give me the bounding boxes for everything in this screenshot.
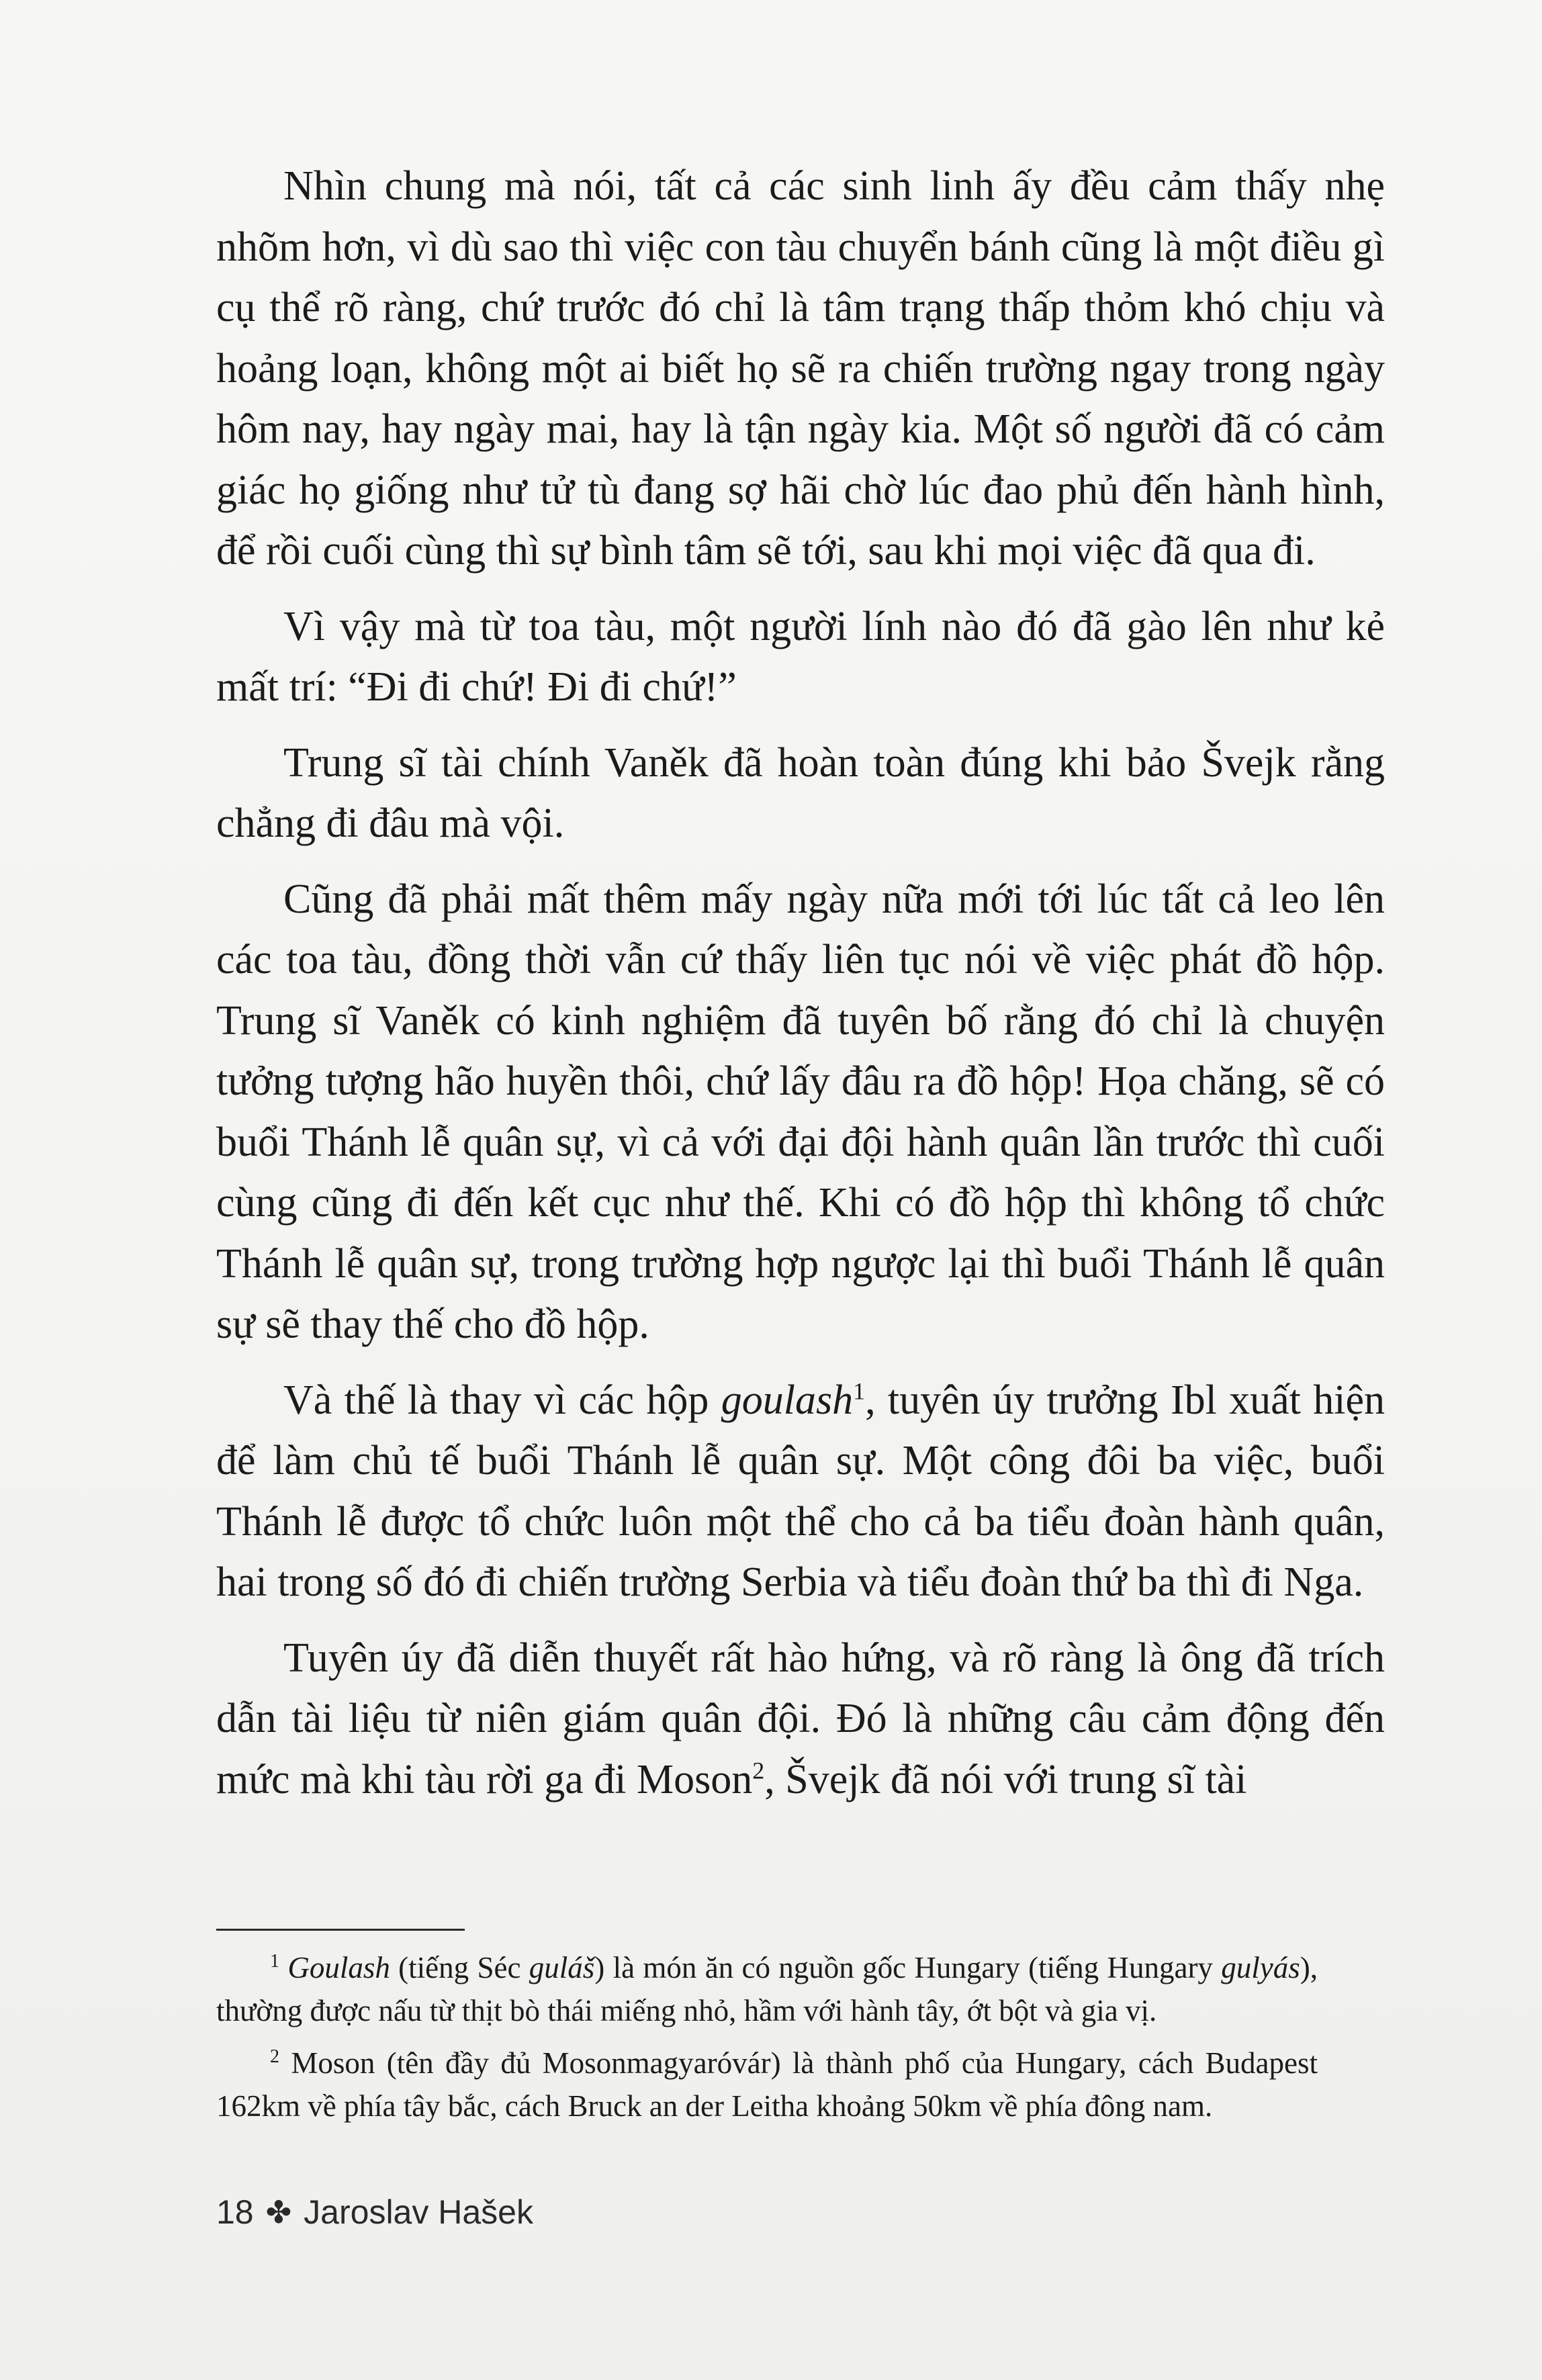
footnote-marker-2: 2 (270, 2046, 279, 2067)
footnotes (216, 1946, 1318, 2137)
footnote-marker-1: 1 (270, 1951, 279, 1972)
paragraph-5-post: , tuyên úy trưởng Ibl xuất hiện để làm chủ tế buổi Thánh lễ quân sự. Một công đôi ba việc, buổi Thánh lễ được tổ chức luôn một thể cho cả ba tiểu đoàn hành quân, hai trong số đó đi chiến trường Serbia và tiểu đoàn thứ ba thì đi Nga. (216, 1377, 1385, 1605)
paragraph-6 (216, 1628, 1385, 1811)
paragraph-5-pre: Và thế là thay vì các hộp (283, 1377, 721, 1423)
page-footer (216, 2193, 533, 2232)
footnote-1 (216, 1946, 1318, 2032)
paragraph-2: Vì vậy mà từ toa tàu, một người lính nào đó đã gào lên như kẻ mất trí: “Đi đi chứ! Đi đi chứ!” (216, 603, 1385, 710)
footnote-divider (216, 1929, 465, 1931)
footnote-2 (216, 2042, 1318, 2127)
footnote-1-term: Goulash (287, 1951, 390, 1984)
paragraph-5 (216, 1370, 1385, 1613)
footnote-1-czech-term: guláš (529, 1951, 595, 1984)
footnote-1-text-b: ) là món ăn có nguồn gốc Hungary (tiếng Hungary (594, 1951, 1222, 1984)
footnote-1-hungarian-term: gulyás (1221, 1951, 1300, 1984)
footnote-ref-2: 2 (752, 1756, 765, 1784)
author-name: Jaroslav Hašek (304, 2193, 533, 2231)
ornament-icon: ✤ (265, 2195, 292, 2230)
body-text (216, 156, 1385, 1825)
footnote-1-text-a: (tiếng Séc (390, 1951, 529, 1984)
paragraph-4: Cũng đã phải mất thêm mấy ngày nữa mới tới lúc tất cả leo lên các toa tàu, đồng thời vẫn cứ thấy liên tục nói về việc phát đồ hộp. Trung sĩ Vaněk có kinh nghiệm đã tuyên bố rằng đó chỉ là chuyện tưởng tượng hão huyền thôi, chứ lấy đâu ra đồ hộp! Họa chăng, sẽ có buổi Thánh lễ quân sự, vì cả với đại đội hành quân lần trước thì cuối cùng cũng đi đến kết cục như thế. Khi có đồ hộp thì không tổ chức Thánh lễ quân sự, trong trường hợp ngược lại thì buổi Thánh lễ quân sự sẽ thay thế cho đồ hộp. (216, 876, 1385, 1347)
paragraph-1: Nhìn chung mà nói, tất cả các sinh linh ấy đều cảm thấy nhẹ nhõm hơn, vì dù sao thì việc con tàu chuyển bánh cũng là một điều gì cụ thể rõ ràng, chứ trước đó chỉ là tâm trạng thấp thỏm khó chịu và hoảng loạn, không một ai biết họ sẽ ra chiến trường ngay trong ngày hôm nay, hay ngày mai, hay là tận ngày kia. Một số người đã có cảm giác họ giống như tử tù đang sợ hãi chờ lúc đao phủ đến hành hình, để rồi cuối cùng thì sự bình tâm sẽ tới, sau khi mọi việc đã qua đi. (216, 163, 1385, 574)
footnote-1-text-c: ), thường được nấu từ thịt bò thái miếng nhỏ, hầm với hành tây, ớt bột và gia vị. (216, 1951, 1318, 2027)
goulash-term: goulash (721, 1377, 854, 1423)
footnote-2-text: Moson (tên đầy đủ Mosonmagyaróvár) là thành phố của Hungary, cách Budapest 162km về phía tây bắc, cách Bruck an der Leitha khoảng 50km về phía đông nam. (216, 2046, 1318, 2123)
paragraph-6-post: , Švejk đã nói với trung sĩ tài (764, 1756, 1247, 1802)
paragraph-6-pre: Tuyên úy đã diễn thuyết rất hào hứng, và rõ ràng là ông đã trích dẫn tài liệu từ niên giám quân đội. Đó là những câu cảm động đến mức mà khi tàu rời ga đi Moson (216, 1635, 1385, 1802)
page-number: 18 (216, 2193, 254, 2231)
paragraph-3: Trung sĩ tài chính Vaněk đã hoàn toàn đúng khi bảo Švejk rằng chẳng đi đâu mà vội. (216, 739, 1385, 846)
footnote-ref-1: 1 (853, 1377, 866, 1404)
